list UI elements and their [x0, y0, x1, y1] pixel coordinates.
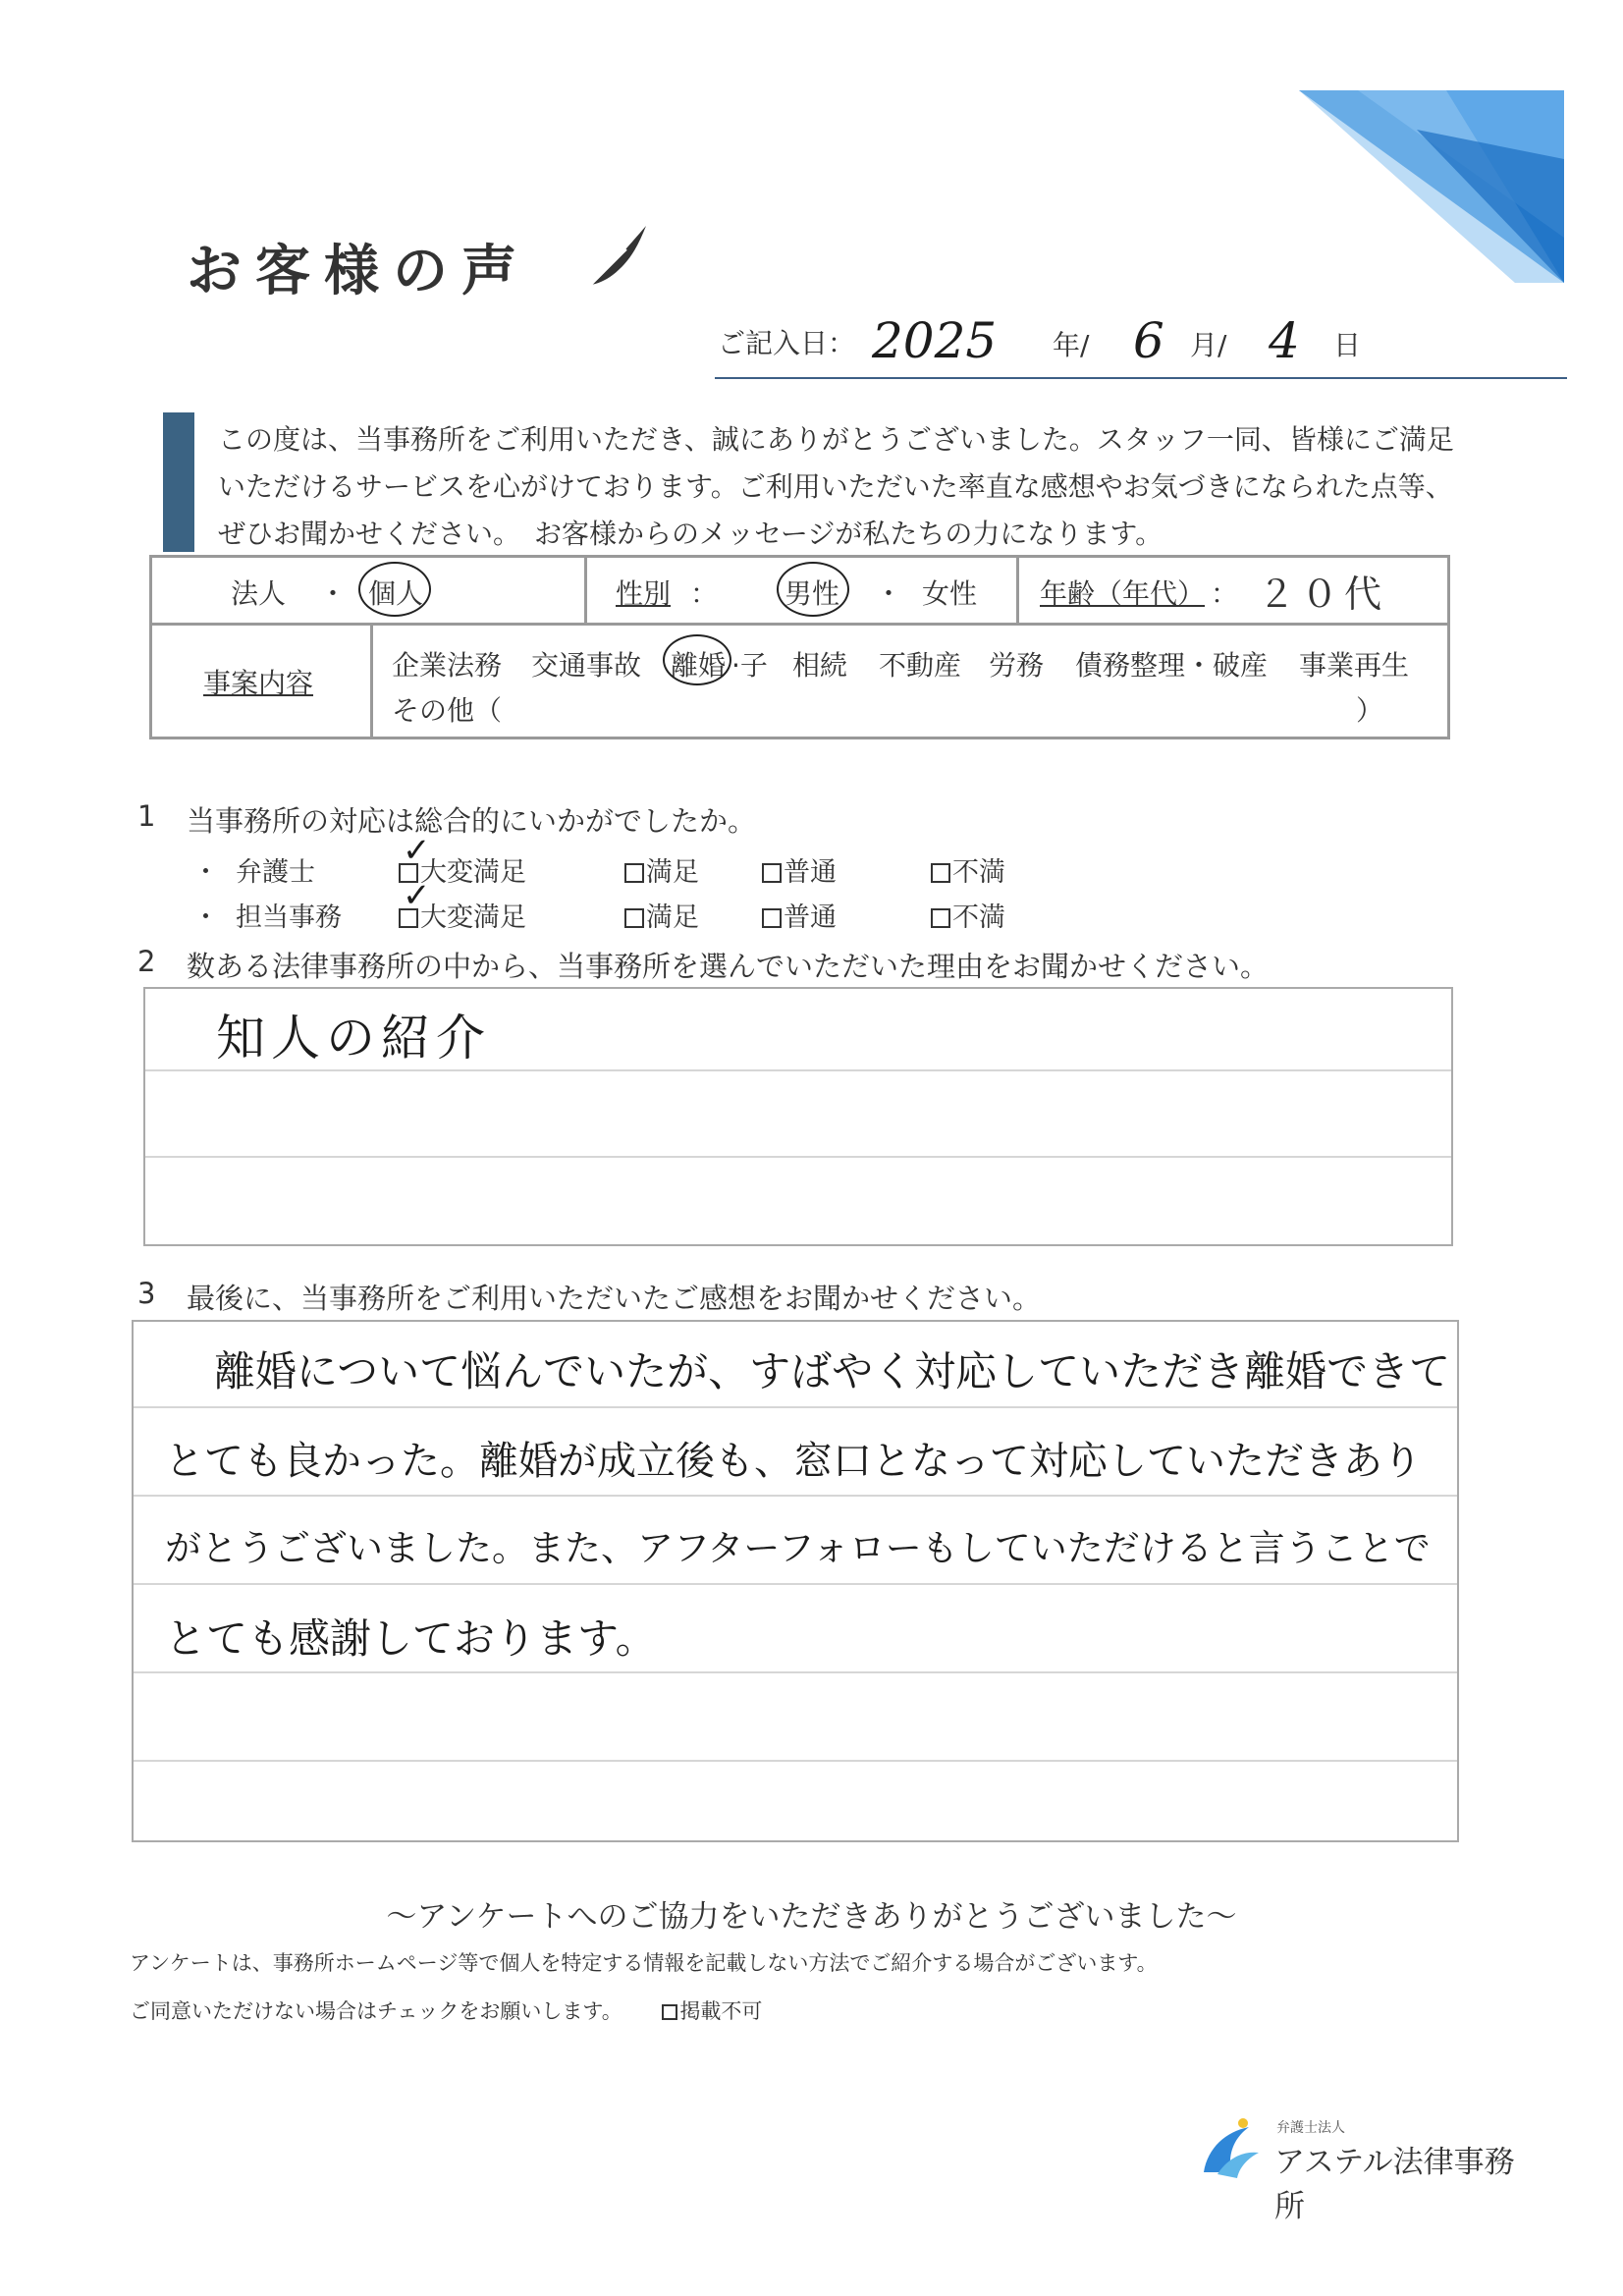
client-sep: ・ — [319, 577, 348, 610]
case-labor[interactable]: 労務 — [989, 649, 1045, 682]
checkbox-icon[interactable] — [624, 908, 644, 928]
case-traffic[interactable]: 交通事故 — [531, 649, 642, 682]
option-label: 満足 — [646, 902, 699, 933]
selection-circle — [663, 634, 731, 685]
case-inheritance[interactable]: 相続 — [792, 649, 848, 682]
date-day: 4 — [1269, 312, 1300, 369]
date-year-unit: 年/ — [1053, 329, 1090, 361]
q2-answer: 知人の紹介 — [216, 1010, 491, 1066]
q2-number: 2 — [137, 945, 156, 978]
consent-row — [130, 1995, 762, 2025]
ruled-line — [145, 1156, 1451, 1158]
consent-text: ご同意いただけない場合はチェックをお願いします。 — [130, 1999, 622, 2023]
date-month-unit: 月/ — [1190, 329, 1227, 361]
intro-accent-bar — [163, 412, 194, 552]
date-year: 2025 — [872, 312, 998, 369]
option-label: 大変満足 — [420, 857, 526, 888]
date-label: ご記入日： — [718, 327, 856, 359]
table-divider — [1016, 558, 1019, 623]
checkbox-icon[interactable] — [931, 863, 950, 883]
q3-answer-line: がとうございました。また、アフターフォローもしていただけると言うことで — [165, 1527, 1431, 1569]
firm-logo — [1198, 2109, 1522, 2224]
logo-name: アステル法律事務所 — [1274, 2145, 1515, 2224]
intro-text — [218, 416, 1494, 558]
case-debt[interactable]: 債務整理・破産 — [1075, 649, 1269, 682]
table-divider — [152, 623, 1447, 626]
q3-text: 最後に、当事務所をご利用いただいたご感想をお聞かせください。 — [187, 1282, 1042, 1315]
checkmark-icon: ✓ — [403, 831, 431, 870]
q1-text: 当事務所の対応は総合的にいかがでしたか。 — [187, 804, 757, 838]
case-other[interactable]: その他（ — [392, 694, 503, 727]
checkbox-icon[interactable] — [762, 908, 782, 928]
logo-mark-icon — [1198, 2113, 1263, 2182]
client-corporate[interactable]: 法人 — [231, 577, 287, 610]
q1-number: 1 — [137, 799, 156, 833]
q1-staff-unsatisfied[interactable] — [931, 896, 1005, 934]
q1-staff-satisfied[interactable] — [624, 896, 699, 934]
publication-notice: アンケートは、事務所ホームページ等で個人を特定する情報を記載しない方法でご紹介する場合がございます。 — [130, 1951, 1158, 1975]
q3-answer-line: とても良かった。離婚が成立後も、窓口となって対応していただきあり — [165, 1439, 1422, 1484]
table-divider — [584, 558, 587, 623]
date-month: 6 — [1133, 312, 1164, 369]
option-label: 大変満足 — [420, 902, 526, 933]
no-publish-option[interactable] — [662, 1999, 762, 2023]
case-other-close: ） — [1356, 694, 1384, 727]
ruled-line — [134, 1583, 1457, 1585]
option-label: 不満 — [952, 857, 1005, 888]
checkbox-icon[interactable] — [624, 863, 644, 883]
gender-female[interactable]: 女性 — [922, 577, 978, 610]
q1-row-label: 弁護士 — [236, 857, 315, 888]
date-day-unit: 日 — [1333, 329, 1362, 361]
checkbox-icon[interactable] — [762, 863, 782, 883]
q3-answer-line: 離婚について悩んでいたが、すばやく対応していただき離婚できて — [214, 1347, 1451, 1395]
gender-male[interactable]: 男性 — [784, 577, 840, 610]
info-table — [149, 555, 1450, 739]
gender-colon: ： — [690, 577, 719, 610]
q3-number: 3 — [137, 1277, 156, 1310]
page-title: お客様の声 — [187, 240, 530, 303]
checkmark-icon: ✓ — [403, 876, 431, 915]
q1-lawyer-satisfied[interactable] — [624, 850, 699, 889]
q3-answer-box[interactable] — [132, 1320, 1459, 1842]
case-divorce[interactable]: 離婚 — [671, 649, 727, 682]
q1-bullet: ・ — [192, 857, 219, 888]
case-real-estate[interactable]: 不動産 — [879, 649, 962, 682]
ruled-line — [134, 1495, 1457, 1497]
corner-decoration — [1299, 90, 1564, 283]
option-label: 普通 — [784, 857, 837, 888]
option-label: 満足 — [646, 857, 699, 888]
age-value: ２０代 — [1258, 573, 1388, 616]
ruled-line — [145, 1069, 1451, 1071]
gender-label: 性別 — [616, 577, 672, 610]
q1-row-label: 担当事務 — [236, 902, 342, 933]
case-business[interactable]: 事業再生 — [1299, 649, 1410, 682]
intro-line: いただけるサービスを心がけております。ご利用いただいた率直な感想やお気づきになられた点等、 — [218, 470, 1453, 503]
logo-small-text: 弁護士法人 — [1276, 2120, 1345, 2136]
option-label: 掲載不可 — [679, 1999, 763, 2023]
q1-lawyer-unsatisfied[interactable] — [931, 850, 1005, 889]
q2-text: 数ある法律事務所の中から、当事務所を選んでいただいた理由をお聞かせください。 — [187, 950, 1270, 983]
table-divider — [370, 623, 373, 737]
feather-icon — [587, 222, 650, 289]
case-child[interactable]: ·子 — [731, 649, 768, 682]
ruled-line — [134, 1671, 1457, 1673]
q1-bullet: ・ — [192, 902, 219, 933]
q2-answer-box[interactable] — [143, 987, 1453, 1246]
q1-staff-normal[interactable] — [762, 896, 837, 934]
client-individual[interactable]: 個人 — [368, 577, 424, 610]
intro-line: ぜひお聞かせください。 お客様からのメッセージが私たちの力になります。 — [218, 518, 1163, 550]
age-label: 年齢（年代） — [1040, 577, 1206, 610]
option-label: 不満 — [952, 902, 1005, 933]
checkbox-icon[interactable] — [931, 908, 950, 928]
case-corporate-law[interactable]: 企業法務 — [392, 649, 503, 682]
selection-circle — [358, 562, 431, 617]
ruled-line — [134, 1406, 1457, 1408]
option-label: 普通 — [784, 902, 837, 933]
age-colon: ： — [1211, 577, 1239, 610]
ruled-line — [134, 1760, 1457, 1762]
checkbox-icon[interactable] — [662, 2004, 677, 2020]
intro-line: この度は、当事務所をご利用いただき、誠にありがとうございました。スタッフ一同、皆様にご満足 — [218, 423, 1454, 456]
case-label: 事案内容 — [203, 667, 314, 699]
gender-sep: ・ — [875, 577, 903, 610]
q1-lawyer-normal[interactable] — [762, 850, 837, 889]
selection-circle — [777, 562, 849, 617]
thanks-message: ～アンケートへのご協力をいただきありがとうございました～ — [386, 1899, 1237, 1935]
date-row — [715, 312, 1567, 379]
q3-answer-line: とても感謝しております。 — [165, 1614, 657, 1663]
